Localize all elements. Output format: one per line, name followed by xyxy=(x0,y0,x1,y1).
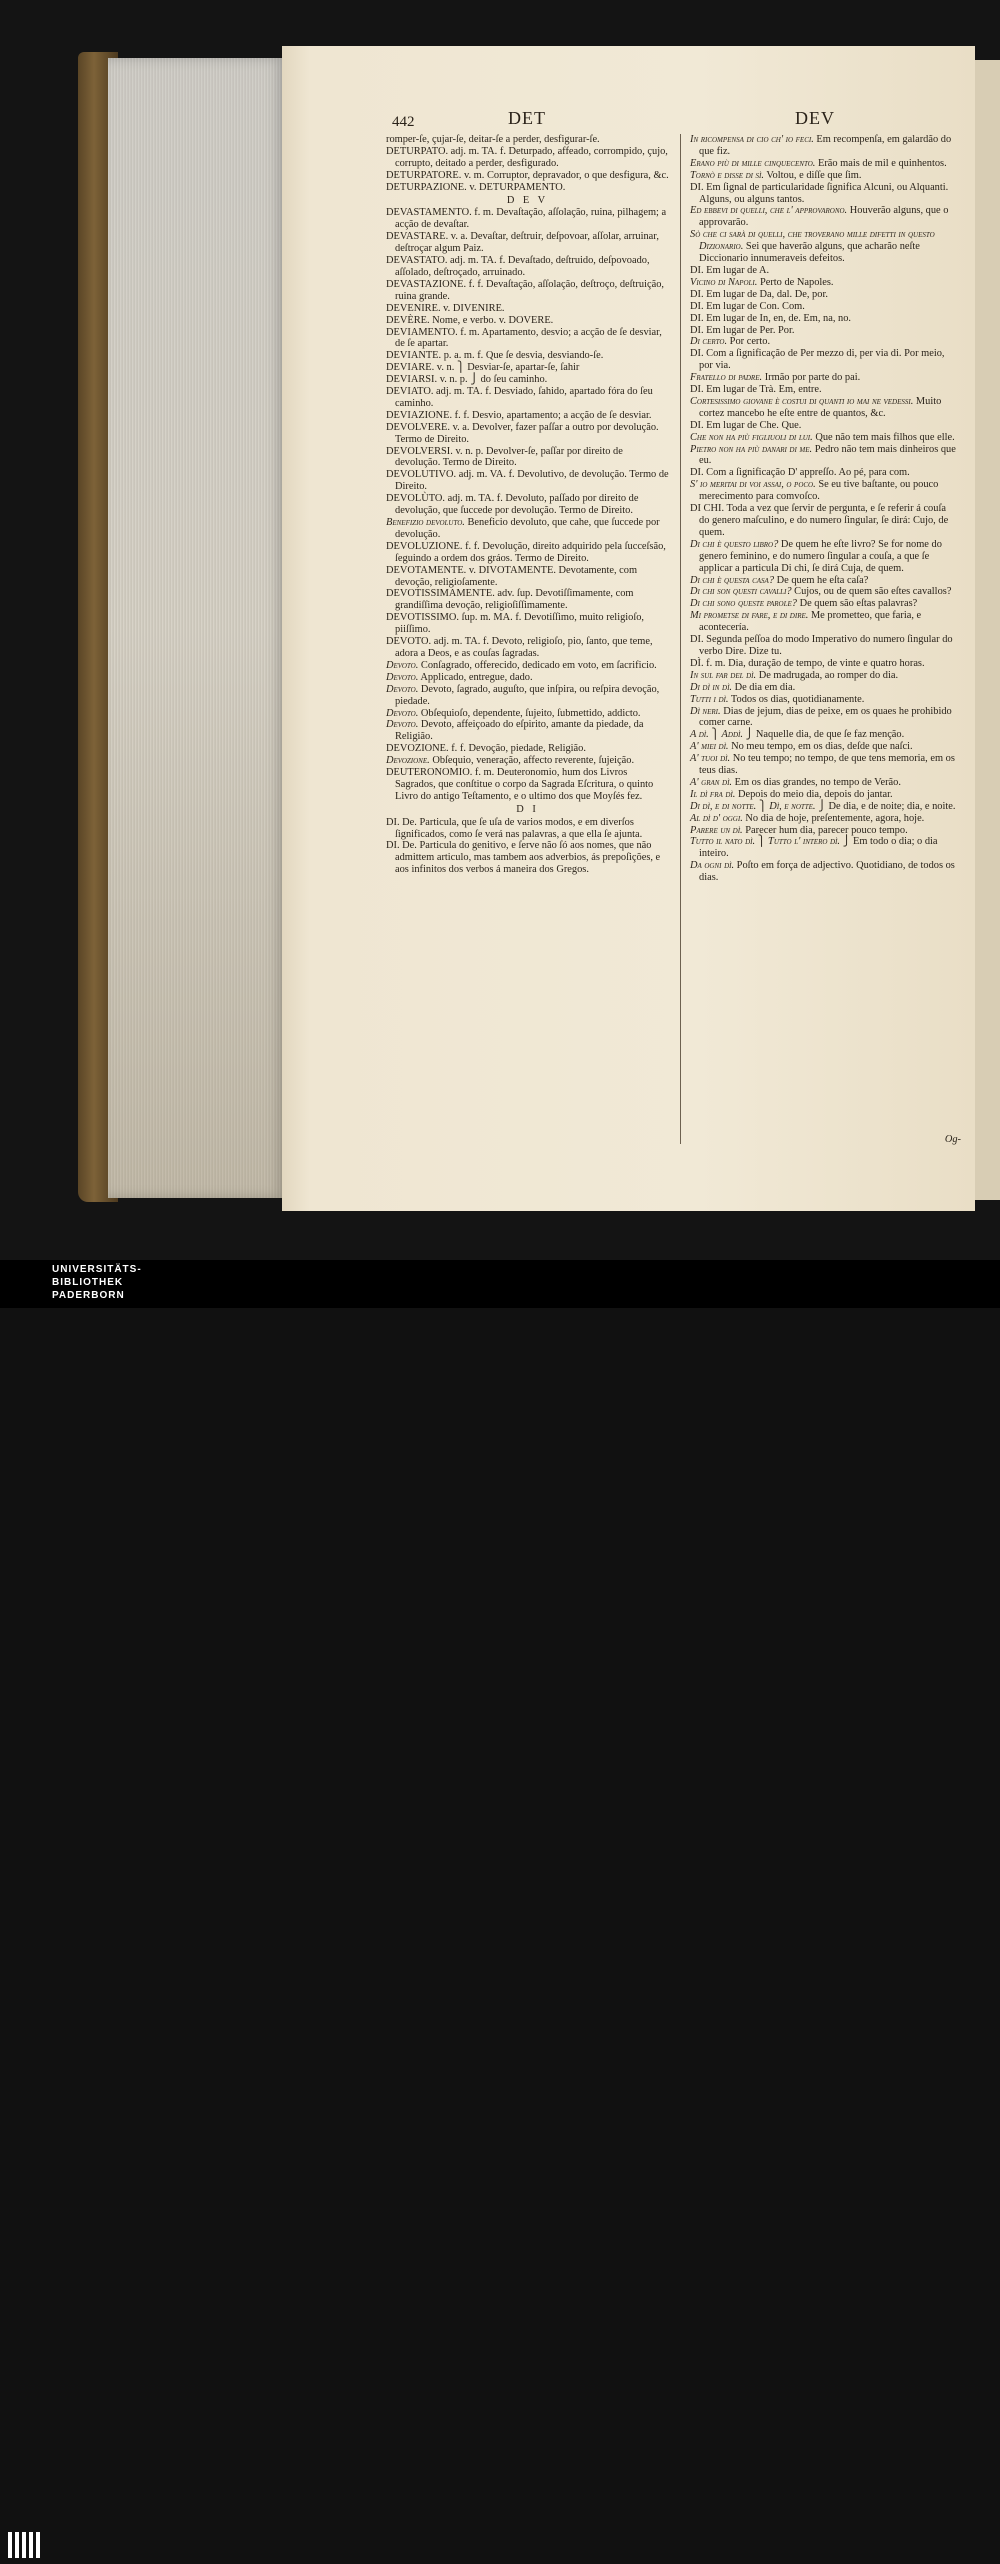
example-phrase xyxy=(690,134,958,158)
example-phrase xyxy=(690,170,958,182)
definition-text: Houverão alguns, que o approvarão. xyxy=(699,205,949,229)
dictionary-entry xyxy=(386,422,669,446)
definition-text: Obſequio, veneração, affecto reverente, ſujeição. xyxy=(429,755,635,767)
dictionary-entry xyxy=(386,386,669,410)
headword: Devoto. xyxy=(386,683,419,695)
headword: Di chi è queſto libro? xyxy=(690,538,779,550)
left-column xyxy=(386,134,669,876)
dictionary-entry xyxy=(386,493,669,517)
definition-text: adj. m. TA. f. Deturpado, affeado, corrompido, çujo, corrupto, deitado a perder, desfigurado. xyxy=(395,145,668,169)
example-phrase xyxy=(690,277,958,289)
dictionary-entry xyxy=(386,327,669,351)
headword: DEVOLUZIONE. xyxy=(386,540,463,552)
headword: DEVENIRE. xyxy=(386,302,441,314)
dictionary-entry xyxy=(386,469,669,493)
dictionary-entry xyxy=(690,467,958,479)
example-phrase xyxy=(386,517,669,541)
headword: DEVOTISSIMAMENTE. xyxy=(386,588,495,600)
headword: DEVOLUTIVO. xyxy=(386,469,457,481)
definition-text: Perto de Napoles. xyxy=(757,276,834,288)
dictionary-entry xyxy=(386,541,669,565)
definition-text: Naquelle dia, de que ſe faz menção. xyxy=(753,729,905,741)
dictionary-entry xyxy=(386,840,669,876)
example-phrase xyxy=(386,684,669,708)
footer-line-3: PADERBORN xyxy=(52,1290,125,1301)
column-rule xyxy=(680,134,681,1144)
definition-text: No dia de hoje, preſentemente, agora, hoje. xyxy=(742,812,925,824)
headword: DI. xyxy=(690,300,704,312)
definition-text: adj. m. TA. f. Devoluto, paſſado por direito de devolução, que ſuccede por devolução. Termo de Direito. xyxy=(395,493,639,517)
example-phrase xyxy=(386,719,669,743)
definition-text: De dia em dia. xyxy=(732,681,796,693)
example-phrase xyxy=(690,777,958,789)
headword: Devoto. xyxy=(386,659,419,671)
example-phrase xyxy=(386,672,669,684)
example-phrase xyxy=(690,539,958,575)
example-phrase xyxy=(690,444,958,468)
headword: DI. xyxy=(690,419,704,431)
definition-text: Segunda peſſoa do modo Imperativo do numero ſingular do verbo Dire. Dize tu. xyxy=(699,634,953,657)
headword: DETURPATO. xyxy=(386,145,449,157)
headword: DI. xyxy=(690,348,704,360)
example-phrase xyxy=(690,753,958,777)
page-number: 442 xyxy=(392,114,415,130)
dictionary-entry xyxy=(690,289,958,301)
headword: Tutto il nato dì. ⎫ Tutto l' intero dì. ⎭ xyxy=(690,836,851,848)
definition-text: Sei que haverão alguns, que acharão neſte Diccionario innumeraveis defeitos. xyxy=(699,241,920,265)
definition-text: Com a ſignificação de Per mezzo di, per via di. Por meio, por via. xyxy=(699,348,945,372)
headword: DI. xyxy=(690,634,704,646)
headword: A dì. ⎫ Addì. ⎭ xyxy=(690,729,754,741)
definition-text: Se eu tive baſtante, ou pouco merecimento para comvoſco. xyxy=(699,479,939,503)
dictionary-entry xyxy=(386,588,669,612)
headword: Di dì, e di notte. ⎫ Dì, e notte. ⎭ xyxy=(690,800,826,812)
definition-text: adj. m. TA. f. Devaſtado, deſtruido, deſpovoado, aſſolado, deſtroçado, arruinado. xyxy=(395,255,650,278)
headword: DEVOZIONE. xyxy=(386,743,449,755)
headword: Tutti i dì. xyxy=(690,693,729,705)
headword: DI CHI. xyxy=(690,503,725,515)
headword: Devoto. xyxy=(386,707,419,719)
dictionary-entry xyxy=(690,182,958,206)
headword: DETURPATORE. xyxy=(386,169,462,181)
definition-text: Me prometteo, que faria, e acontecería. xyxy=(699,610,922,634)
dictionary-entry xyxy=(386,565,669,589)
example-phrase xyxy=(690,432,958,444)
headword: DI. xyxy=(690,324,704,336)
headword: Di chi ſono queſte parole? xyxy=(690,598,797,610)
dictionary-entry xyxy=(386,446,669,470)
headword: DI. xyxy=(690,264,704,276)
dictionary-entry xyxy=(690,265,958,277)
dictionary-entry xyxy=(690,301,958,313)
definition-text: f. f. Devoção, piedade, Religião. xyxy=(448,743,586,755)
library-footer-bar xyxy=(0,1260,1000,1308)
headword: DETURPAZIONE. xyxy=(386,181,467,193)
definition-text: Em lugar de Da, dal. De, por. xyxy=(703,288,828,300)
definition-text: f. f. Devaſtação, aſſolação, deſtroço, deſtruição, ruina grande. xyxy=(395,278,664,302)
definition-text: adv. ſup. Devotiſſimamente, com grandiſſima devoção, religioſiſſimamente. xyxy=(395,588,634,612)
example-phrase xyxy=(690,670,958,682)
headword: In ſul far del dì. xyxy=(690,669,757,681)
definition-text: f. f. Desvio, apartamento; a acção de ſe desviar. xyxy=(452,409,652,421)
headword: A' tuoi dì. xyxy=(690,753,731,765)
headword: Parere un dì. xyxy=(690,824,743,836)
footer-line-2: BIBLIOTHEK xyxy=(52,1277,124,1288)
definition-text: Devoto, affeiçoado do eſpirito, amante da piedade, da Religião. xyxy=(395,719,644,743)
headword: DEVASTATO. xyxy=(386,255,448,267)
headword: DEVASTAZIONE. xyxy=(386,278,467,290)
definition-text: Toda a vez que ſervir de pergunta, e ſe referir á couſa do genero maſculino, e do numero ſingular, ſe dirá: Cujo, de quem. xyxy=(699,503,949,538)
headword: Di dì in dì. xyxy=(690,681,732,693)
definition-text: Erão mais de mil e quinhentos. xyxy=(815,157,947,169)
headword: DEVIARSI. xyxy=(386,374,438,386)
running-head-right: DEV xyxy=(795,108,835,128)
section-letters: D I xyxy=(516,803,539,815)
headword: DEVÈRE. xyxy=(386,314,430,326)
definition-text: v. DETURPAMENTO. xyxy=(466,181,566,193)
dictionary-entry xyxy=(386,315,669,327)
dictionary-entry xyxy=(386,134,669,146)
dictionary-entry xyxy=(386,182,669,194)
definition-text: v. a. Devolver, fazer paſſar a outro por devolução. Termo de Direito. xyxy=(395,421,659,445)
definition-text: Conſagrado, offerecido, dedicado em voto, em ſacrificio. xyxy=(418,659,657,671)
definition-text: No teu tempo; no tempo, de que tens memoria, em os teus dias. xyxy=(699,753,955,777)
headword: Erano più di mille cinquecento. xyxy=(690,157,816,169)
definition-text: f. m. Devaſtação, aſſolação, ruina, pilhagem; a acção de devaſtar. xyxy=(395,207,667,231)
headword: DI. xyxy=(386,816,400,828)
definition-text: Beneficio devoluto, que cahe, que ſuccede por devolução. xyxy=(395,517,660,540)
headword: DEVOTISSIMO. xyxy=(386,612,460,624)
definition-text: De dia, e de noite; dia, e noite. xyxy=(825,800,956,812)
example-phrase xyxy=(386,708,669,720)
definition-text: No meu tempo, em os dias, deſde que naſci. xyxy=(728,741,913,753)
headword: Sò che ci ſarà di quelli, che troverano mille difetti in queſto Dizionario. xyxy=(690,229,935,253)
catchword: Og- xyxy=(944,1134,961,1145)
dictionary-entry xyxy=(386,146,669,170)
headword: DI. xyxy=(690,288,704,300)
definition-text: romper-ſe, çujar-ſe, deitar-ſe a perder, desfigurar-ſe. xyxy=(386,134,600,145)
dictionary-entry xyxy=(386,636,669,660)
dictionary-page xyxy=(282,46,975,1211)
headword: In ricompenſa di cio ch' io feci. xyxy=(690,134,814,145)
headword: Di chi ſon queſti cavalli? xyxy=(690,586,792,598)
headword: DEVOTO. xyxy=(386,636,432,648)
dictionary-entry xyxy=(690,658,958,670)
definition-text: Em recompenſa, em galardão do que fiz. xyxy=(699,134,952,157)
definition-text: Obſequioſo, dependente, ſujeito, ſubmettido, addicto. xyxy=(418,707,641,719)
headword: DI. xyxy=(386,840,400,852)
definition-text: p. a. m. f. Que ſe desvia, desviando-ſe. xyxy=(441,350,604,362)
example-phrase xyxy=(690,706,958,730)
headword: Ed ebbevi di quelli, che l' approvarono. xyxy=(690,205,848,217)
dictionary-entry xyxy=(386,362,669,374)
definition-text: De. Particula do genitivo, e ſerve não ſó aos nomes, que não admittem articulo, mas tambem aos adverbios, ás prepoſições, e aos infinitos dos verbos á maneira dos Gregos. xyxy=(395,840,661,876)
dictionary-entry xyxy=(386,374,669,386)
definition-text: Muito cortez mancebo he eſte entre de quantos, &c. xyxy=(699,395,942,419)
definition-text: f. m. Apartamento, desvio; a acção de ſe desviar, de ſe apartar. xyxy=(395,326,662,350)
definition-text: Depois do meio dia, depois do jantar. xyxy=(735,788,893,800)
definition-text: Em todo o dia; o dia inteiro. xyxy=(699,836,938,860)
headword: DEVASTARE. xyxy=(386,231,449,243)
headword: DEVIATO. xyxy=(386,386,434,398)
headword: Da ogni dì. xyxy=(690,860,735,872)
example-phrase xyxy=(690,372,958,384)
headword: Devozione. xyxy=(386,755,430,767)
dictionary-entry xyxy=(690,313,958,325)
definition-text: v. m. Corruptor, depravador, o que desfigura, &c. xyxy=(461,169,669,181)
headword: DEVIAZIONE. xyxy=(386,409,453,421)
definition-text: ſup. m. MA. f. Devotiſſimo, muito religioſo, piiſſimo. xyxy=(395,612,645,636)
headword: DÌ. xyxy=(690,657,704,669)
example-phrase xyxy=(690,575,958,587)
definition-text: Em lugar de Per. Por. xyxy=(703,324,795,336)
definition-text: Por certo. xyxy=(727,336,771,348)
example-phrase xyxy=(690,741,958,753)
example-phrase xyxy=(690,729,958,741)
section-letters: D E V xyxy=(506,194,549,206)
headword: Devoto. xyxy=(386,671,419,683)
definition-text: Nome, e verbo. v. DOVERE. xyxy=(429,314,554,326)
definition-text: f. m. Dia, duração de tempo, de vinte e quatro horas. xyxy=(703,657,925,669)
definition-text: Parecer hum dia, parecer pouco tempo. xyxy=(742,824,908,836)
headword: S' io meritai di voi aſſai, o poco. xyxy=(690,479,816,491)
definition-text: Todos os dias, quotidianamente. xyxy=(728,693,865,705)
dictionary-entry xyxy=(386,255,669,279)
definition-text: De madrugada, ao romper do dia. xyxy=(756,669,899,681)
dictionary-entry xyxy=(690,503,958,539)
headword: Tornò e diſſe di sì. xyxy=(690,169,764,181)
headword: Benefizio devoluto. xyxy=(386,517,465,528)
dictionary-entry xyxy=(386,170,669,182)
dictionary-entry xyxy=(690,420,958,432)
headword: A' miei dì. xyxy=(690,741,729,753)
example-phrase xyxy=(690,205,958,229)
definition-text: Pedro não tem mais dinheiros que eu. xyxy=(699,443,956,467)
dictionary-entry xyxy=(690,325,958,337)
definition-text: Irmão por parte do pai. xyxy=(762,372,861,384)
definition-text: Com a ſignificação D' appreſſo. Ao pé, para com. xyxy=(703,467,910,479)
definition-text: f. m. Deuteronomio, hum dos Livros Sagrados, que conſtitue o corpo da Sagrada Eſcritura, o quinto Livro do antigo Teſtamento, e o ultimo dos que Moyſés fez. xyxy=(395,767,654,802)
definition-text: De quem he eſte livro? Se for nome do genero feminino, e do numero ſingular a couſa, a que ſe applicar a particula Di chi, ſe dirá Cuja, de quem. xyxy=(699,538,942,574)
example-phrase xyxy=(690,789,958,801)
dictionary-entry xyxy=(386,743,669,755)
dictionary-entry xyxy=(386,817,669,841)
dictionary-entry xyxy=(690,384,958,396)
scanned-book-spread xyxy=(0,0,1000,1260)
headword: Mi prometſe di fare, e di dire. xyxy=(690,610,809,622)
dictionary-entry xyxy=(386,279,669,303)
definition-text: Em lugar de Trà. Em, entre. xyxy=(703,384,822,396)
example-phrase xyxy=(690,586,958,598)
headword: Devoto. xyxy=(386,719,419,731)
headword: DEVIAMENTO. xyxy=(386,326,458,338)
example-phrase xyxy=(386,660,669,672)
headword: Al dì d' oggi. xyxy=(690,812,743,824)
headword: DEVOLVERSI. xyxy=(386,445,453,457)
headword: DEVIARE. xyxy=(386,362,435,374)
headword: Il dì fra dì. xyxy=(690,788,736,800)
headword: DI. xyxy=(690,181,704,193)
definition-text: Em ſignal de particularidade ſignifica Alcuni, ou Alquanti. Alguns, ou alguns tantos. xyxy=(699,181,949,205)
definition-text: Applicado, entregue, dado. xyxy=(418,671,533,683)
example-phrase xyxy=(690,860,958,884)
example-phrase xyxy=(690,694,958,706)
example-phrase xyxy=(690,229,958,265)
definition-text: De quem he eſta caſa? xyxy=(774,574,869,586)
example-phrase xyxy=(690,801,958,813)
page-edges xyxy=(108,58,286,1198)
definition-text: v. DIVENIRE. xyxy=(440,302,505,314)
definition-text: Voltou, e diſſe que ſim. xyxy=(763,169,862,181)
headword: DI. xyxy=(690,384,704,396)
example-phrase xyxy=(690,813,958,825)
headword: Di certo. xyxy=(690,336,728,348)
dictionary-entry xyxy=(386,350,669,362)
headword: Corteſiſſimo giovane è coſtui di quanti io mai ne vedeſſi. xyxy=(690,395,914,407)
dictionary-entry xyxy=(386,767,669,803)
headword: Di chi è queſta caſa? xyxy=(690,574,775,586)
running-head-left: DET xyxy=(508,108,546,128)
definition-text: De. Particula, que ſe uſa de varios modos, e em diverſos ſignificados, como ſe verá nas palavras, a que ella ſe ajunta. xyxy=(395,816,643,840)
headword: Che non ha più figliuoli di lui. xyxy=(690,431,813,443)
headword: Vicino di Napoli. xyxy=(690,276,758,288)
definition-text: Em lugar de In, en, de. Em, na, no. xyxy=(703,312,852,324)
example-phrase xyxy=(690,825,958,837)
definition-text: Que não tem mais filhos que elle. xyxy=(812,431,955,443)
definition-text: Em lugar de Con. Com. xyxy=(703,300,805,312)
definition-text: adj. m. TA. f. Desviado, ſahido, apartado fóra do ſeu caminho. xyxy=(395,386,653,409)
definition-text: Cujos, ou de quem são eſtes cavallos? xyxy=(791,586,952,598)
definition-text: v. n. p. ⎭ do ſeu caminho. xyxy=(437,374,548,386)
definition-text: Dias de jejum, dias de peixe, em os quaes he prohibido comer carne. xyxy=(699,705,952,729)
dictionary-entry xyxy=(386,410,669,422)
definition-text: v. DIVOTAMENTE. Devotamente, com devoção, religioſamente. xyxy=(395,564,638,588)
definition-text: v. a. Devaſtar, deſtruir, deſpovoar, aſſolar, arruinar, deſtroçar algum Paiz. xyxy=(395,231,659,255)
definition-text: v. n. p. Devolver-ſe, paſſar por direito de devolução. Termo de Direito. xyxy=(395,445,623,469)
headword: DI. xyxy=(690,467,704,479)
footer-line-1: UNIVERSITÄTS- xyxy=(52,1264,142,1275)
headword: DEVASTAMENTO. xyxy=(386,207,472,219)
headword: A' gran dì. xyxy=(690,776,733,788)
example-phrase xyxy=(690,610,958,634)
dictionary-entry xyxy=(690,348,958,372)
headword: DEVOTAMENTE. xyxy=(386,564,467,576)
headword: Fratello di padre. xyxy=(690,372,763,384)
headword: DEUTERONOMIO. xyxy=(386,767,473,779)
example-phrase xyxy=(386,755,669,767)
example-phrase xyxy=(690,682,958,694)
definition-text: Devoto, ſagrado, auguſto, que inſpira, ou reſpira devoção, piedade. xyxy=(395,683,660,707)
headword: Dì neri. xyxy=(690,705,721,717)
definition-text: Em os dias grandes, no tempo de Verão. xyxy=(732,776,901,788)
definition-text: De quem são eſtas palavras? xyxy=(796,598,918,610)
definition-text: v. n. ⎫ Desviar-ſe, apartar-ſe, ſahir xyxy=(434,362,580,374)
example-phrase xyxy=(690,598,958,610)
dictionary-entry xyxy=(386,303,669,315)
example-phrase xyxy=(690,479,958,503)
definition-text: Poſto em força de adjectivo. Quotidiano, de todos os dias. xyxy=(699,860,955,884)
facing-page-edge xyxy=(975,60,1000,1200)
example-phrase xyxy=(690,836,958,860)
definition-text: f. f. Devolução, direito adquirido pela ſucceſsão, ſeguindo a ordem dos gráos. Termo de Direito. xyxy=(395,540,666,564)
definition-text: adj. m. TA. f. Devoto, religioſo, pio, ſanto, que teme, adora a Deos, e as couſas ſagradas. xyxy=(395,636,653,659)
dictionary-entry xyxy=(690,634,958,658)
definition-text: adj. m. VA. f. Devolutivo, de devolução. Termo de Direito. xyxy=(395,469,669,493)
dictionary-entry xyxy=(386,231,669,255)
dictionary-entry xyxy=(386,207,669,231)
headword: DEVOLVERE. xyxy=(386,421,450,433)
right-column xyxy=(690,134,958,884)
definition-text: Em lugar de Che. Que. xyxy=(703,419,802,431)
example-phrase xyxy=(690,158,958,170)
headword: DEVOLÙTO. xyxy=(386,493,445,505)
headword: DEVIANTE. xyxy=(386,350,442,362)
definition-text: Em lugar de A. xyxy=(703,264,770,276)
library-logo-icon xyxy=(6,2526,44,2564)
dictionary-entry xyxy=(386,612,669,636)
example-phrase xyxy=(690,336,958,348)
example-phrase xyxy=(690,396,958,420)
headword: DI. xyxy=(690,312,704,324)
headword: Pietro non ha più danari di me. xyxy=(690,443,813,455)
